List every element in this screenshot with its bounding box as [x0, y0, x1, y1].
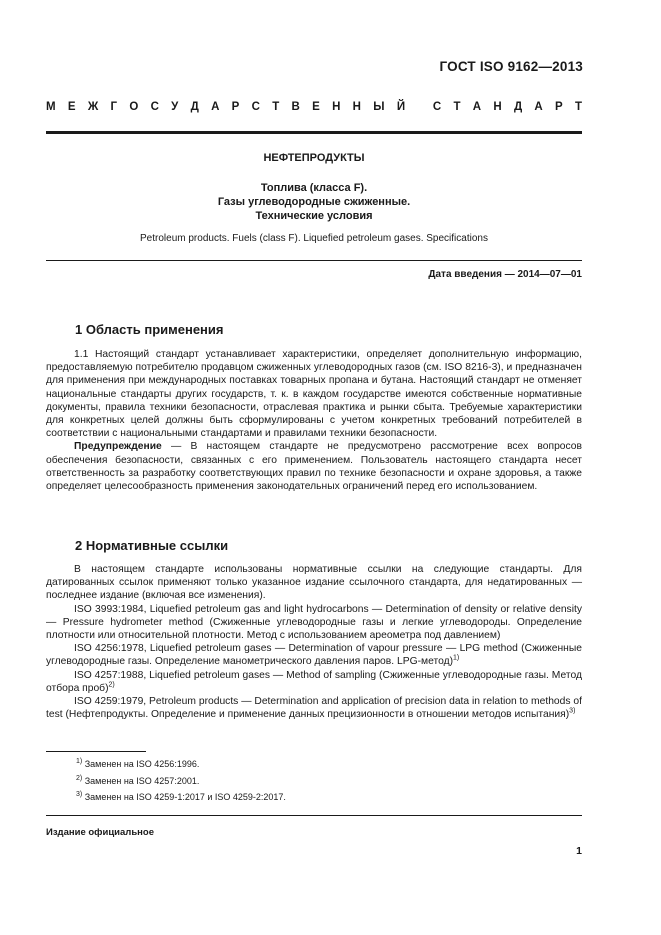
interstate-letter: А [472, 101, 482, 113]
section-1-heading: 1 Область применения [75, 322, 224, 337]
standard-code: ГОСТ ISO 9162—2013 [439, 59, 583, 74]
header-rule [46, 131, 582, 134]
interstate-letter: С [150, 101, 159, 113]
reference-text: ISO 4259:1979, Petroleum products — Determination and application of precision data in relation to methods of test (Нефтепродукты. Определение и применение данных прецизионности в отношении методов испытания) [46, 696, 582, 721]
subtitle-line-2: Газы углеводородные сжиженные. [217, 196, 411, 208]
interstate-letter: Т [272, 101, 280, 113]
footnote-item [76, 773, 286, 790]
footnote-text: Заменен на ISO 4257:2001. [82, 775, 200, 786]
interstate-letter: М [46, 101, 56, 113]
footnote-item [76, 789, 286, 806]
reference-item [46, 642, 582, 668]
footnote-mark: 1) [76, 758, 83, 765]
reference-item: ISO 3993:1984, Liquefied petroleum gas and light hydrocarbons — Determination of density or relative density — Pressure hydrometer method (Сжиженные углеводородные газы и легкие углеводороды. Определение плотности или относительной плотности. Метод с использованием ареометра под давлением) [46, 603, 582, 642]
interstate-letter: Г [110, 101, 118, 113]
interstate-letter: Ы [373, 101, 385, 113]
reference-item [46, 695, 582, 721]
footnote-text: Заменен на ISO 4256:1996. [82, 759, 200, 769]
interstate-letter: Е [67, 101, 76, 113]
footer-rule [46, 815, 582, 816]
footnote-item [76, 756, 286, 773]
section-1-paragraph: 1.1 Настоящий стандарт устанавливает характеристики, определяет дополнительную информацию, предоставляемую потребителю продавцом сжиженных углеводородных газов (см. ISO 8216-3), и предназначен для применения при международных поставках товарных пропана и бутана. Настоящий стандарт не отменяет национальные стандарты других государств, т. к. в каждом государстве имеются собственные нормативные документы, правила техники безопасности, отраслевая практика и рынки сбыта. Требуемые характеристики для конкретных целей должны быть сформулированы с учетом конкретных требований потребителей в соответствии с национальными стандартами и правилами техники безопасности. [46, 349, 582, 440]
interstate-letter: С [251, 101, 260, 113]
interstate-letter: В [291, 101, 300, 113]
page-number: 1 [576, 845, 582, 857]
interstate-letter: Ж [87, 101, 99, 113]
section-2-heading: 2 Нормативные ссылки [75, 538, 229, 553]
interstate-letter: Е [312, 101, 320, 113]
subtitle-line-1: Топлива (класса F). [260, 182, 368, 194]
interstate-letter: Н [332, 101, 341, 113]
interstate-letter: О [129, 101, 139, 113]
interstate-letter: Р [231, 101, 240, 113]
document-subtitle [46, 181, 582, 223]
subtitle-line-3: Технические условия [255, 210, 373, 222]
title-rule [46, 260, 582, 261]
interstate-standard-label [46, 101, 582, 113]
interstate-letter: Н [493, 101, 502, 113]
interstate-letter: Р [555, 101, 563, 113]
footnote-mark: 3) [76, 791, 83, 798]
interstate-letter: А [211, 101, 220, 113]
document-title: НЕФТЕПРОДУКТЫ [263, 152, 365, 164]
official-edition-label: Издание официальное [46, 827, 154, 838]
interstate-letter: У [171, 101, 179, 113]
interstate-letter: Т [574, 101, 582, 113]
interstate-letter: Т [453, 101, 461, 113]
interstate-letter: Д [513, 101, 523, 113]
reference-item [46, 669, 582, 695]
english-title: Petroleum products. Fuels (class F). Liquefied petroleum gases. Specifications [140, 233, 488, 244]
interstate-letter [417, 101, 420, 113]
warning-paragraph [46, 440, 582, 493]
interstate-letter: Й [396, 101, 406, 113]
warning-label: Предупреждение [74, 441, 162, 453]
interstate-letter: Д [190, 101, 199, 113]
footnote-text: Заменен на ISO 4259-1:2017 и ISO 4259-2:2017. [82, 792, 286, 802]
footnote-ref: 3) [569, 707, 576, 715]
interstate-letter: Н [352, 101, 361, 113]
effective-date: Дата введения — 2014—07—01 [428, 269, 582, 280]
footnotes [76, 756, 286, 806]
section-2-body [46, 563, 582, 721]
reference-text: ISO 4256:1978, Liquefied petroleum gases — Determination of vapour pressure — LPG method (Сжиженные углеводородные газы. Определение манометрического давления паров. LPG-метод) [46, 643, 582, 668]
interstate-letter: А [534, 101, 543, 113]
warning-text: — В настоящем стандарте не предусмотрено рассмотрение всех вопросов обеспечения безопасности, связанных с его применением. Пользователь настоящего стандарта несет ответственность за разработку соответствующих правил по технике безопасности и охране здоровья, а также определяет целесообразность применения законодательных ограничений перед его использованием. [46, 441, 582, 493]
interstate-letter: С [432, 101, 442, 113]
footnote-rule [46, 751, 146, 752]
section-1-body [46, 348, 582, 493]
footnote-ref: 2) [108, 681, 115, 689]
section-2-intro: В настоящем стандарте использованы нормативные ссылки на следующие стандарты. Для датированных ссылок применяют только указанное издание ссылочного стандарта, для недатированных — последнее издание (включая все изменения). [46, 564, 582, 602]
reference-text: ISO 4257:1988, Liquefied petroleum gases — Method of sampling (Сжиженные углеводородные газы. Метод отбора проб) [46, 669, 582, 694]
footnote-ref: 1) [453, 655, 460, 662]
footnote-mark: 2) [76, 774, 83, 782]
